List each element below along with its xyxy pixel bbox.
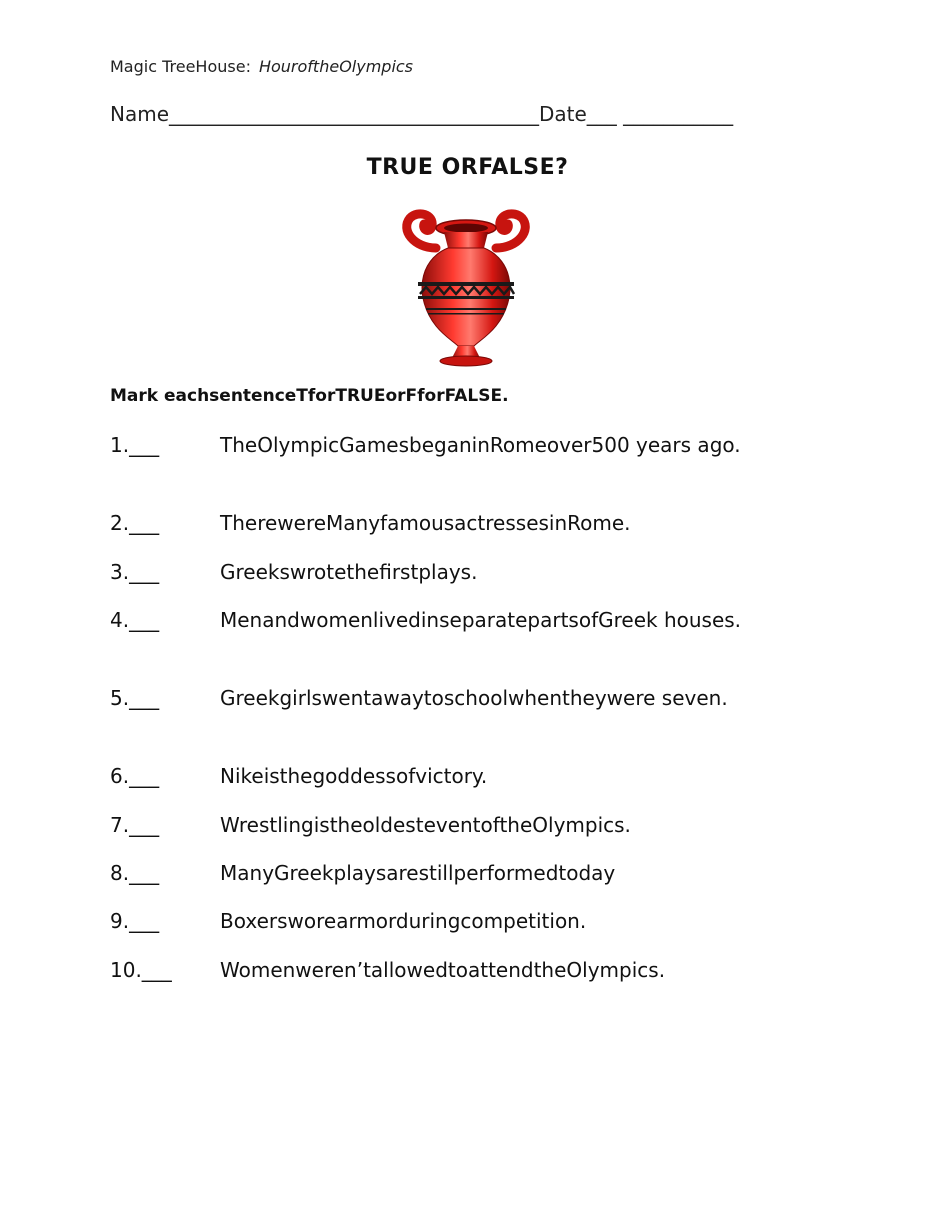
answer-blank[interactable]: 7.___ <box>110 813 160 837</box>
question-text: Greekgirlswentawaytoschoolwhentheywere seven. <box>220 686 728 710</box>
name-date-line: Name_____________________________________Date___ ___________ <box>110 102 734 126</box>
answer-blank[interactable]: 10.___ <box>110 958 172 982</box>
question-text: MenandwomenlivedinseparatepartsofGreek houses. <box>220 608 742 632</box>
answer-blank[interactable]: 2.___ <box>110 511 160 535</box>
answer-blank[interactable]: 3.___ <box>110 560 160 584</box>
answer-blank[interactable]: 9.___ <box>110 909 160 933</box>
answer-blank[interactable]: 1.___ <box>110 433 160 457</box>
page-title: TRUE ORFALSE? <box>366 155 569 180</box>
question-text: Greekswrotethefirstplays. <box>220 560 478 584</box>
instructions: Mark eachsentenceTforTRUEorFforFALSE. <box>110 386 509 406</box>
question-text: Womenweren’tallowedtoattendtheOlympics. <box>220 958 666 982</box>
question-text: WrestlingistheoldesteventoftheOlympics. <box>220 813 631 837</box>
answer-blank[interactable]: 5.___ <box>110 686 160 710</box>
answer-blank[interactable]: 4.___ <box>110 608 160 632</box>
worksheet-header <box>110 57 413 76</box>
question-text: TheOlympicGamesbeganinRomeover500 years ago. <box>220 433 741 457</box>
answer-blank[interactable]: 8.___ <box>110 861 160 885</box>
book-title: HouroftheOlympics <box>258 57 414 76</box>
greek-amphora-icon <box>400 208 532 368</box>
series-title: Magic TreeHouse: <box>110 57 251 76</box>
answer-blank[interactable]: 6.___ <box>110 764 160 788</box>
question-text: TherewereManyfamousactressesinRome. <box>220 511 631 535</box>
question-text: Boxersworearmorduringcompetition. <box>220 909 587 933</box>
question-text: Nikeisthegoddessofvictory. <box>220 764 488 788</box>
question-text: ManyGreekplaysarestillperformedtoday <box>220 861 616 885</box>
